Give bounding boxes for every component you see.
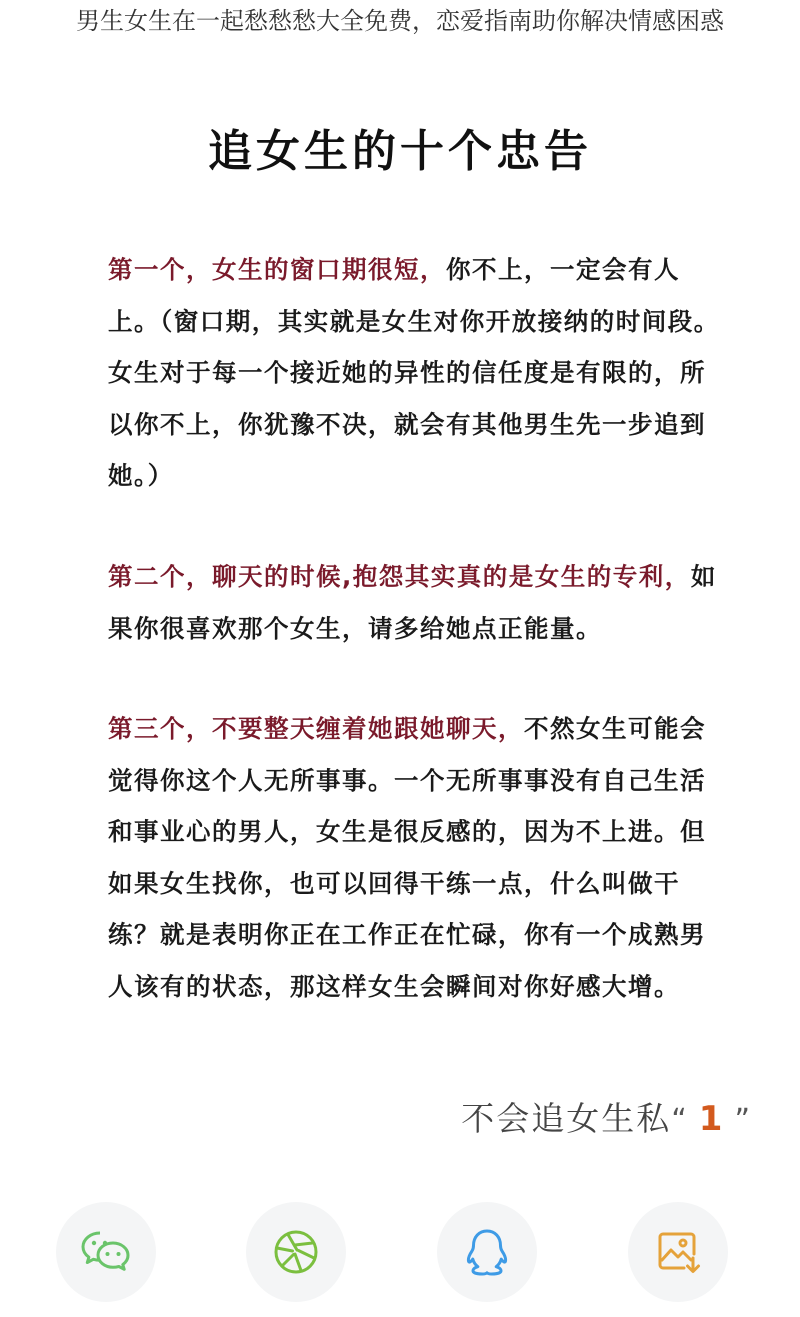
signature xyxy=(461,1094,752,1146)
tip-2-highlight: 第二个，聊天的时候,抱怨其实真的是女生的专利， xyxy=(108,562,691,591)
signature-text: 不会追女生私 xyxy=(461,1099,672,1138)
moments-icon xyxy=(268,1224,324,1280)
wechat-icon xyxy=(78,1224,134,1280)
share-wechat-button[interactable] xyxy=(56,1202,156,1302)
share-bar xyxy=(0,1202,800,1302)
tip-paragraph-1 xyxy=(108,244,720,502)
signature-number: 1 xyxy=(698,1099,725,1139)
tip-3-highlight: 第三个，不要整天缠着她跟她聊天， xyxy=(108,714,524,743)
tip-1-highlight: 第一个，女生的窗口期很短， xyxy=(108,255,446,284)
tip-2-body: 如果你很喜欢那个女生，请多给她点正能量。 xyxy=(108,562,717,643)
share-qq-button[interactable] xyxy=(437,1202,537,1302)
signature-close-quote: ” xyxy=(734,1103,752,1138)
article-title: 追女生的十个忠告 xyxy=(208,126,592,177)
signature-open-quote: “ xyxy=(671,1103,689,1138)
share-moments-button[interactable] xyxy=(246,1202,346,1302)
qq-icon xyxy=(459,1224,515,1280)
save-image-icon xyxy=(650,1224,706,1280)
tip-paragraph-3 xyxy=(108,703,720,1012)
save-image-button[interactable] xyxy=(628,1202,728,1302)
page-caption: 男生女生在一起愁愁愁大全免费，恋爱指南助你解决情感困惑 xyxy=(76,7,724,35)
tip-1-body: 你不上，一定会有人上。（窗口期，其实就是女生对你开放接纳的时间段。女生对于每一个接近她的异性的信任度是有限的，所以你不上，你犹豫不决，就会有其他男生先一步追到她。） xyxy=(108,255,720,490)
tip-paragraph-2 xyxy=(108,551,720,654)
tip-3-body: 不然女生可能会觉得你这个人无所事事。一个无所事事没有自己生活和事业心的男人，女生是很反感的，因为不上进。但如果女生找你，也可以回得干练一点，什么叫做干练？就是表明你正在工作正在忙碌，你有一个成熟男人该有的状态，那这样女生会瞬间对你好感大增。 xyxy=(108,714,706,1001)
